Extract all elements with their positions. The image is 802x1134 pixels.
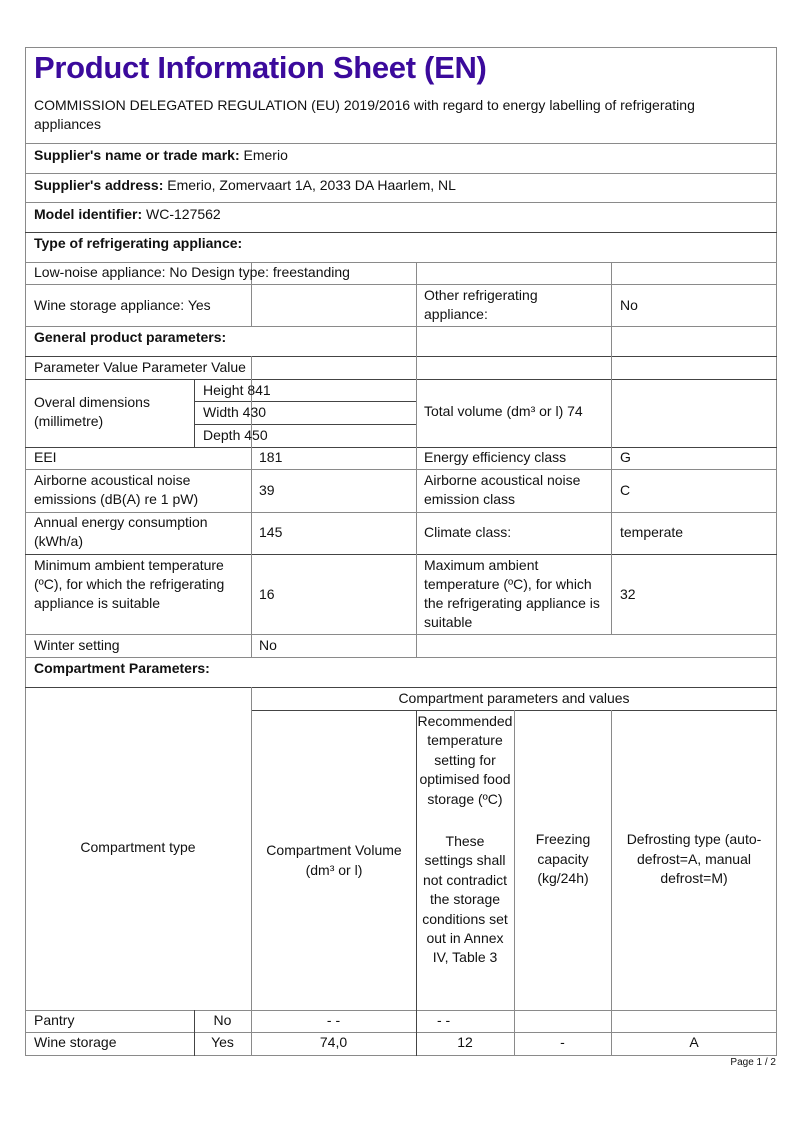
annual-energy-label: Annual energy consumption (kWh/a) — [34, 514, 208, 549]
compartment-type: Wine storage — [34, 1034, 117, 1050]
compartment-present: No — [213, 1012, 232, 1028]
col-recommended-temp: Recommended temperature setting for optimised food storage (ºC) — [417, 713, 513, 807]
divider — [25, 379, 777, 380]
params-header-row: Parameter Value Parameter Value — [34, 359, 246, 375]
appliance-type-heading: Type of refrigerating appliance: — [34, 235, 243, 251]
compartment-volume: 74,0 — [319, 1034, 348, 1050]
depth-value: Depth 450 — [203, 427, 268, 443]
compartment-type: Pantry — [34, 1012, 75, 1028]
col-freezing-capacity: Freezing capacity (kg/24h) — [535, 831, 591, 886]
winter-setting-label: Winter setting — [34, 637, 120, 653]
noise-class-value: C — [620, 482, 631, 498]
supplier-address-value: Emerio, Zomervaart 1A, 2033 DA Haarlem, NL — [167, 177, 456, 193]
eei-label: EEI — [34, 449, 57, 465]
divider — [25, 469, 777, 470]
dimensions-label: Overal dimensions (millimetre) — [34, 394, 150, 429]
divider — [25, 554, 777, 555]
supplier-name-row — [34, 146, 288, 165]
height-value: Height 841 — [203, 382, 271, 398]
divider — [416, 262, 417, 356]
col-defrosting-type: Defrosting type (auto-defrost=A, manual defrost=M) — [626, 831, 762, 886]
divider — [25, 687, 777, 688]
compartment-defrost: A — [689, 1034, 699, 1050]
divider — [25, 657, 777, 658]
max-ambient-label: Maximum ambient temperature (ºC), for which the refrigerating appliance is suitable — [424, 557, 600, 630]
general-params-heading: General product parameters: — [34, 329, 227, 345]
noise-class-label: Airborne acoustical noise emission class — [424, 472, 581, 507]
divider — [25, 202, 777, 203]
divider — [611, 710, 612, 1056]
supplier-address-label: Supplier's address: — [34, 177, 164, 193]
compartment-freezing: - — [560, 1034, 565, 1050]
divider — [194, 424, 416, 425]
compartment-present: Yes — [211, 1034, 234, 1050]
divider — [251, 356, 252, 379]
annual-energy-value: 145 — [259, 524, 283, 540]
divider — [251, 447, 252, 657]
divider — [514, 710, 515, 1056]
divider — [25, 447, 777, 448]
divider — [25, 284, 777, 285]
supplier-name-value: Emerio — [243, 147, 288, 163]
page-title: Product Information Sheet (EN) — [34, 50, 487, 85]
energy-class-value: G — [620, 449, 631, 465]
supplier-name-label: Supplier's name or trade mark: — [34, 147, 240, 163]
width-value: Width 430 — [203, 404, 267, 420]
divider — [25, 356, 777, 357]
wine-storage-appliance: Wine storage appliance: Yes — [34, 297, 211, 313]
compartment-params-heading: Compartment Parameters: — [34, 660, 210, 676]
climate-class-label: Climate class: — [424, 524, 512, 540]
compartment-temp: - - — [437, 1012, 451, 1028]
divider — [25, 143, 777, 144]
winter-setting-value: No — [259, 637, 277, 653]
divider — [25, 326, 777, 327]
col-temp-note: These settings shall not contradict the storage conditions set out in Annex IV, Table 3 — [422, 833, 508, 966]
divider — [194, 401, 416, 402]
eei-value: 181 — [259, 449, 283, 465]
document-frame — [25, 47, 777, 1056]
divider — [416, 356, 417, 657]
other-appliance-value: No — [620, 297, 638, 313]
other-appliance-label: Other refrigerating appliance: — [424, 287, 538, 322]
model-row — [34, 205, 221, 224]
divider — [611, 262, 612, 356]
divider — [251, 687, 252, 1056]
divider — [25, 232, 777, 233]
divider — [25, 634, 777, 635]
max-ambient-value: 32 — [620, 586, 636, 602]
min-ambient-label: Minimum ambient temperature (ºC), for which the refrigerating appliance is suitable — [34, 557, 225, 611]
compartment-group-header: Compartment parameters and values — [398, 690, 630, 706]
model-label: Model identifier: — [34, 206, 143, 222]
climate-class-value: temperate — [620, 524, 684, 540]
noise-emissions-value: 39 — [259, 482, 275, 498]
col-compartment-type: Compartment type — [80, 839, 196, 855]
min-ambient-value: 16 — [259, 586, 275, 602]
page-number: Page 1 / 2 — [730, 1057, 776, 1068]
noise-emissions-label: Airborne acoustical noise emissions (dB(A) re 1 pW) — [34, 472, 199, 507]
divider — [25, 173, 777, 174]
col-compartment-volume: Compartment Volume (dm³ or l) — [266, 842, 402, 878]
total-volume: Total volume (dm³ or l) 74 — [424, 403, 583, 419]
regulation-text: COMMISSION DELEGATED REGULATION (EU) 2019/2016 with regard to energy labelling of refrigerating appliances — [34, 97, 695, 132]
low-noise-design-type: Low-noise appliance: No Design type: freestanding — [34, 264, 350, 280]
model-value: WC-127562 — [146, 206, 221, 222]
energy-class-label: Energy efficiency class — [424, 449, 567, 465]
compartment-volume: - - — [326, 1012, 341, 1028]
compartment-temp: 12 — [457, 1034, 473, 1050]
supplier-address-row — [34, 176, 456, 195]
divider — [194, 379, 195, 447]
divider — [611, 356, 612, 634]
